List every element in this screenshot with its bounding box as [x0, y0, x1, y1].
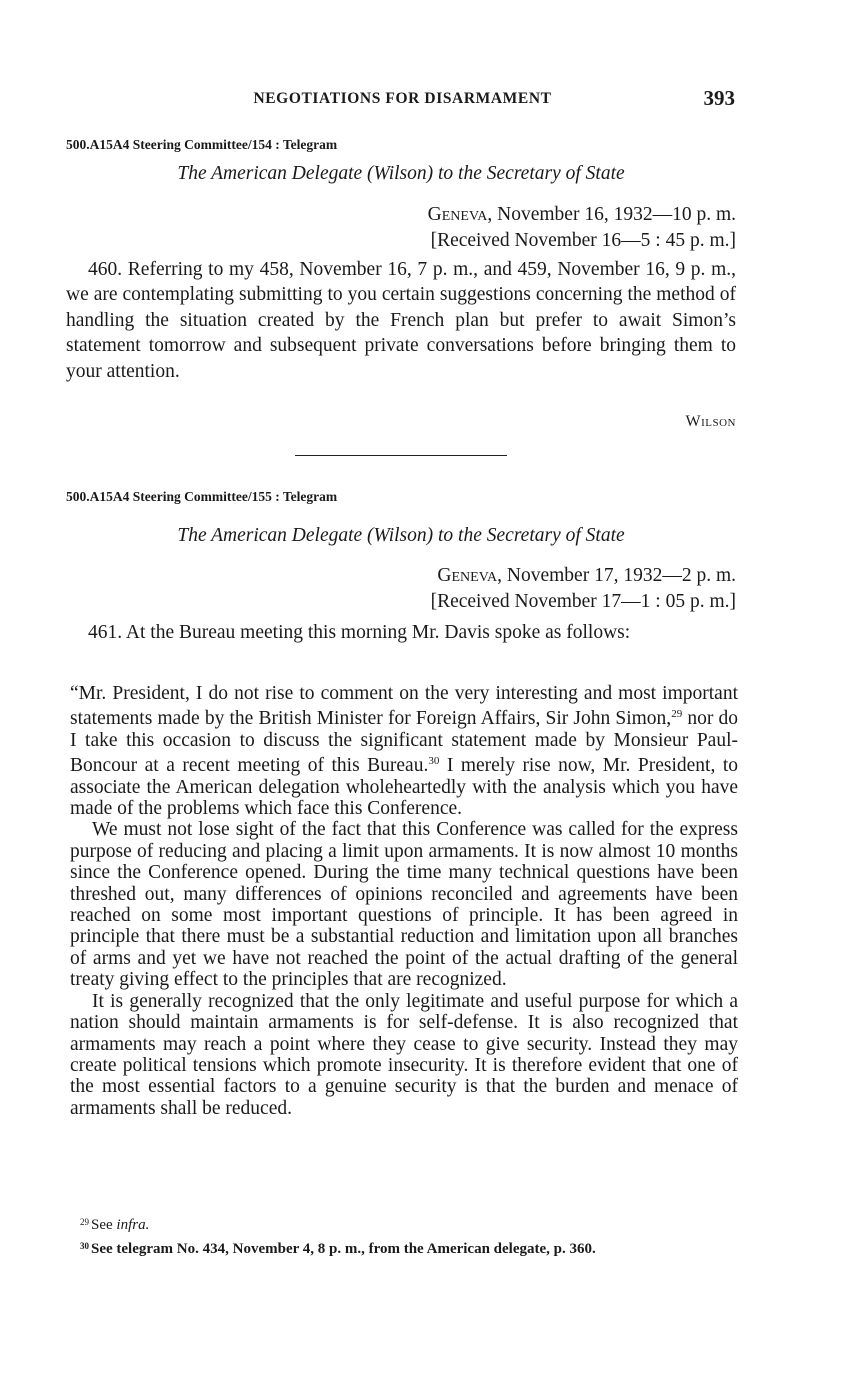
- paragraph-461: 461. At the Bureau meeting this morning Mr. Davis spoke as follows:: [88, 622, 631, 643]
- running-title: NEGOTIATIONS FOR DISARMAMENT: [253, 90, 552, 107]
- quoted-statement: [70, 683, 738, 1119]
- footnote-29: $^{29}$ See infra.: [80, 1217, 150, 1233]
- telegram-body-1: [66, 257, 736, 384]
- paragraph-460: 460. Referring to my 458, November 16, 7 p. m., and 459, November 16, 9 p. m., we are contemplating submitting to you certain suggestions concerning the method of handling the situation created by the French plan but prefer to await Simon’s statement tomorrow and subsequent private conversations before bringing them to your attention.: [66, 259, 736, 382]
- footnote-mark: 29: [80, 1217, 89, 1227]
- telegram-intro-2: [66, 620, 736, 645]
- footnote-ref-29[interactable]: 29: [671, 708, 683, 721]
- signature-1: Wilson: [685, 413, 736, 430]
- quote-paragraph-2: We must not lose sight of the fact that this Conference was called for the express purpose of reducing and placing a limit upon armaments. It is now almost 10 months since the Conference opened. During the time many technical questions have been threshed out, many differences of opinions reconciled and agreements have been reached on some most important questions of principle. It has been agreed in principle that there must be a substantial reduction and limitation upon all branches of arms and yet we have not reached the point of the actual drafting of the general treaty giving effect to the principles that are recognized.: [70, 819, 738, 991]
- footnote-30: $^{30}$ See telegram No. 434, November 4, 8 p. m., from the American delegate, p. 360.: [80, 1241, 596, 1257]
- document-title-2: The American Delegate (Wilson) to the Secretary of State: [177, 525, 625, 546]
- section-divider: [295, 455, 507, 456]
- page-number: 393: [703, 86, 735, 110]
- received-1: [Received November 16—5 : 45 p. m.]: [430, 230, 736, 251]
- date-time-1: , November 16, 1932—10 p. m.: [487, 204, 736, 225]
- running-head: [70, 86, 735, 114]
- document-title-1: The American Delegate (Wilson) to the Secretary of State: [177, 163, 625, 184]
- footnote-ref-30[interactable]: 30: [428, 755, 440, 768]
- file-reference-154: 500.A15A4 Steering Committee/154 : Telegram: [66, 137, 338, 152]
- place-1: Geneva: [427, 204, 488, 225]
- dateline-2: [431, 563, 736, 615]
- footnote-mark: 30: [80, 1241, 89, 1251]
- received-2: [Received November 17—1 : 05 p. m.]: [430, 591, 736, 612]
- date-time-2: , November 17, 1932—2 p. m.: [497, 565, 736, 586]
- place-2: Geneva: [437, 565, 498, 586]
- quote-paragraph-1: “Mr. President, I do not rise to comment on the very interesting and most important statements made by the British Minister for Foreign Affairs, Sir John Simon,$^{29}$ nor do I take this occasion to discuss the significant statement made by Monsieur Paul-Boncour at a recent meeting of this Bureau.$^{30}$ I merely rise now, Mr. President, to associate the American delegation wholeheartedly with the analysis which you have made of the problems which face this Conference.: [70, 683, 738, 820]
- dateline-1: [428, 202, 736, 254]
- file-reference-155: 500.A15A4 Steering Committee/155 : Telegram: [66, 489, 338, 504]
- footnotes: [80, 1212, 750, 1260]
- quote-paragraph-3: It is generally recognized that the only legitimate and useful purpose for which a nation should maintain armaments is for self-defense. It is also recognized that armaments may reach a point where they cease to give security. Instead they may create political tensions which promote insecurity. It is therefore evident that one of the most essential factors to a genuine security is that the burden and menace of armaments shall be reduced.: [70, 990, 738, 1119]
